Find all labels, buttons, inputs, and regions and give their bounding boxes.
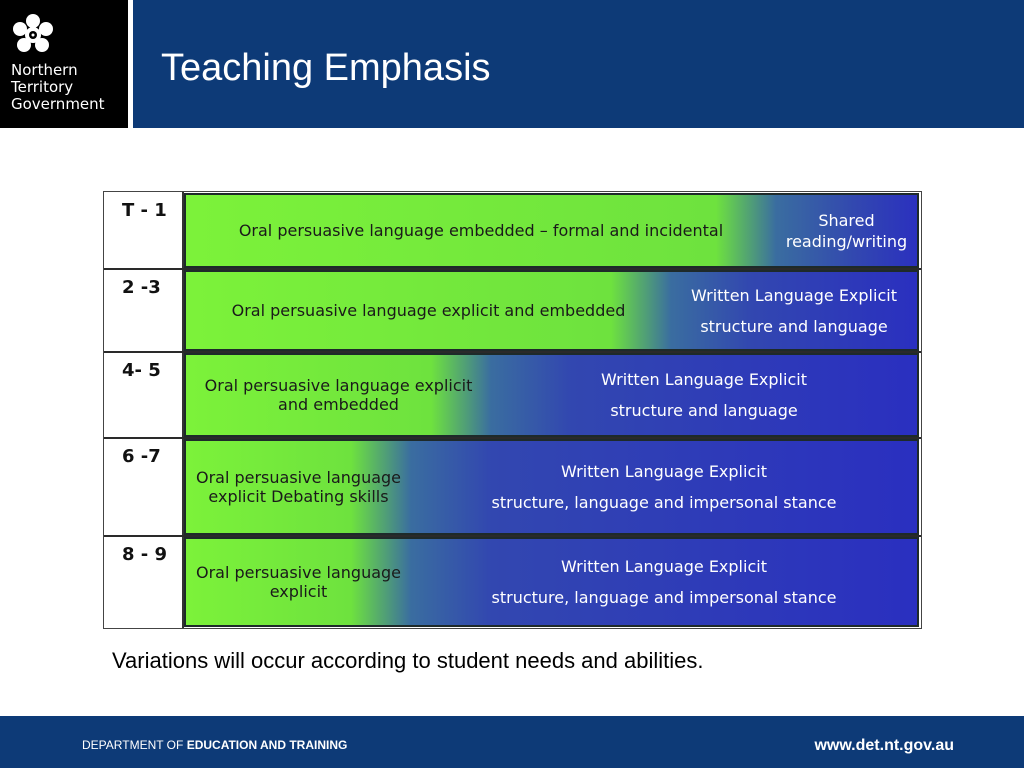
logo-line: Territory (11, 78, 74, 96)
written-text-line: structure and language (700, 316, 888, 336)
emphasis-band (184, 537, 919, 627)
written-language-cell (776, 195, 917, 266)
oral-text-line: Oral persuasive language embedded – formal and incidental (238, 221, 724, 240)
teaching-emphasis-table (103, 191, 922, 629)
emphasis-band (184, 270, 919, 351)
written-language-cell (411, 441, 917, 533)
oral-language-cell (186, 441, 411, 533)
oral-language-cell (186, 272, 671, 349)
written-text-line: Shared (818, 210, 875, 230)
emphasis-band (184, 353, 919, 437)
nt-government-logo (0, 0, 128, 128)
logo-text (11, 62, 105, 113)
oral-text-line: Oral persuasive language explicit (204, 376, 473, 395)
oral-text-line: and embedded (278, 395, 399, 414)
written-text-line: Written Language Explicit (691, 285, 897, 305)
title-bar (133, 0, 1024, 128)
flower-emblem-icon (10, 12, 56, 58)
oral-language-cell (186, 539, 411, 625)
oral-text-line: Oral persuasive language (195, 468, 402, 487)
oral-language-cell (186, 195, 776, 266)
written-text-line: structure, language and impersonal stance (491, 588, 837, 607)
year-label: 4- 5 (122, 360, 161, 381)
footer (0, 716, 1024, 768)
oral-text-line: Oral persuasive language (195, 563, 402, 582)
written-text-line: Written Language Explicit (601, 370, 807, 389)
written-text-line: structure, language and impersonal stance (491, 493, 837, 512)
department-name: EDUCATION AND TRAINING (186, 738, 348, 752)
oral-language-cell (186, 355, 491, 435)
department-label (82, 738, 347, 752)
year-label: 8 - 9 (122, 544, 168, 565)
website-link[interactable]: www.det.nt.gov.au (814, 737, 954, 754)
written-language-cell (671, 272, 917, 349)
year-label: 2 -3 (122, 277, 161, 298)
written-text-line: structure and language (610, 401, 798, 420)
written-language-cell (411, 539, 917, 625)
logo-line: Northern (11, 61, 78, 79)
oral-text-line: Oral persuasive language explicit and embedded (231, 301, 626, 320)
header (0, 0, 1024, 130)
year-label: 6 -7 (122, 446, 161, 467)
year-label: T - 1 (122, 200, 167, 221)
page-title: Teaching Emphasis (161, 47, 491, 89)
oral-text-line: explicit (269, 582, 328, 601)
logo-line: Government (11, 95, 105, 113)
written-language-cell (491, 355, 917, 435)
written-text-line: Written Language Explicit (561, 462, 767, 481)
written-text-line: reading/writing (785, 231, 908, 251)
written-text-line: Written Language Explicit (561, 557, 767, 576)
emphasis-band (184, 193, 919, 268)
department-prefix: DEPARTMENT OF (82, 738, 184, 752)
variations-note: Variations will occur according to student needs and abilities. (112, 648, 704, 673)
emphasis-band (184, 439, 919, 535)
oral-text-line: explicit Debating skills (208, 487, 389, 506)
